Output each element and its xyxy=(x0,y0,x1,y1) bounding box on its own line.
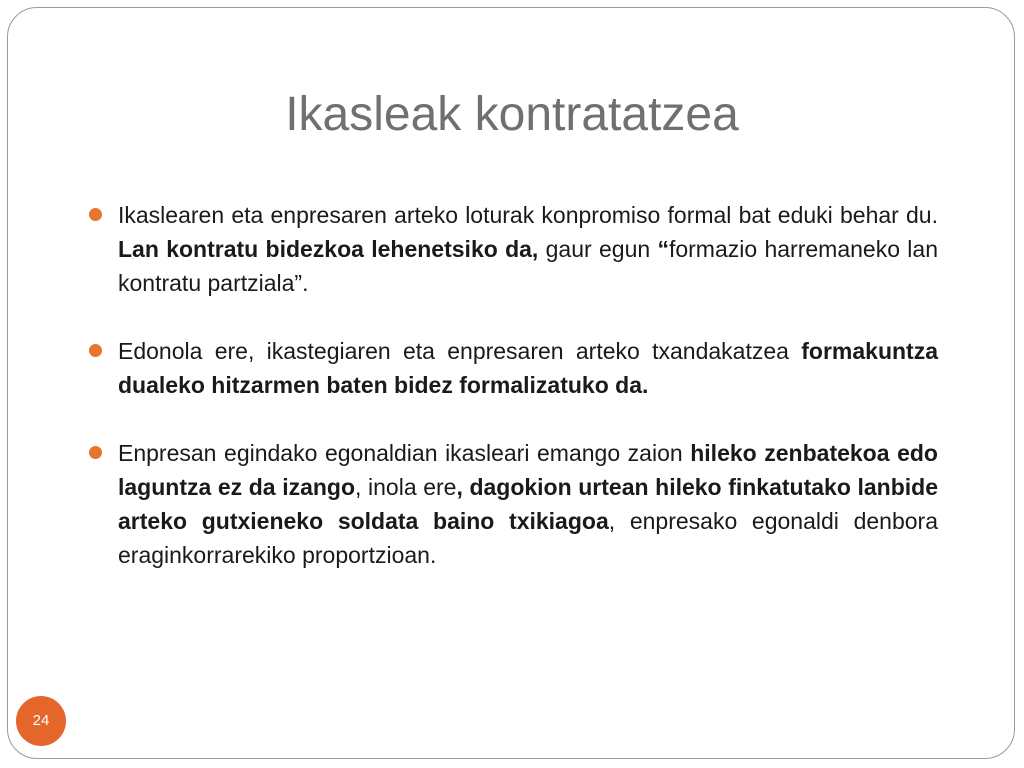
text-segment: Ikaslearen eta enpresaren arteko loturak konpromiso formal bat eduki behar du. xyxy=(118,202,938,228)
bullet-text xyxy=(118,338,938,398)
text-segment-bold: Lan kontratu bidezkoa lehenetsiko da, xyxy=(118,236,539,262)
bullet-dot-icon xyxy=(89,208,102,221)
text-segment-bold: “ xyxy=(657,236,669,262)
text-segment: , inola ere xyxy=(355,474,457,500)
bullet-list xyxy=(84,198,938,606)
bullet-text xyxy=(118,202,938,296)
text-segment-bold: , dagokion urtean hileko finkatutako lanbide arteko gutxieneko soldata baino txikiagoa xyxy=(118,474,938,534)
bullet-item xyxy=(84,436,938,572)
bullet-item xyxy=(84,334,938,402)
text-segment-bold: hileko zenbatekoa edo laguntza ez da izango xyxy=(118,440,938,500)
text-segment: Edonola ere, ikastegiaren eta enpresaren arteko txandakatzea xyxy=(118,338,802,364)
text-segment: Enpresan egindako egonaldian ikasleari emango zaion xyxy=(118,440,691,466)
text-segment: , enpresako egonaldi denbora eraginkorrarekiko proportzioan. xyxy=(118,508,938,568)
text-segment: gaur egun xyxy=(538,236,658,262)
page-number-badge: 24 xyxy=(16,696,66,746)
bullet-dot-icon xyxy=(89,344,102,357)
slide-title: Ikasleak kontratatzea xyxy=(285,88,739,141)
text-segment-bold: formakuntza dualeko hitzarmen baten bidez formalizatuko da. xyxy=(118,338,938,398)
bullet-dot-icon xyxy=(89,446,102,459)
text-segment: formazio harremaneko lan kontratu partziala”. xyxy=(118,236,938,296)
bullet-text xyxy=(118,440,938,568)
bullet-item xyxy=(84,198,938,300)
